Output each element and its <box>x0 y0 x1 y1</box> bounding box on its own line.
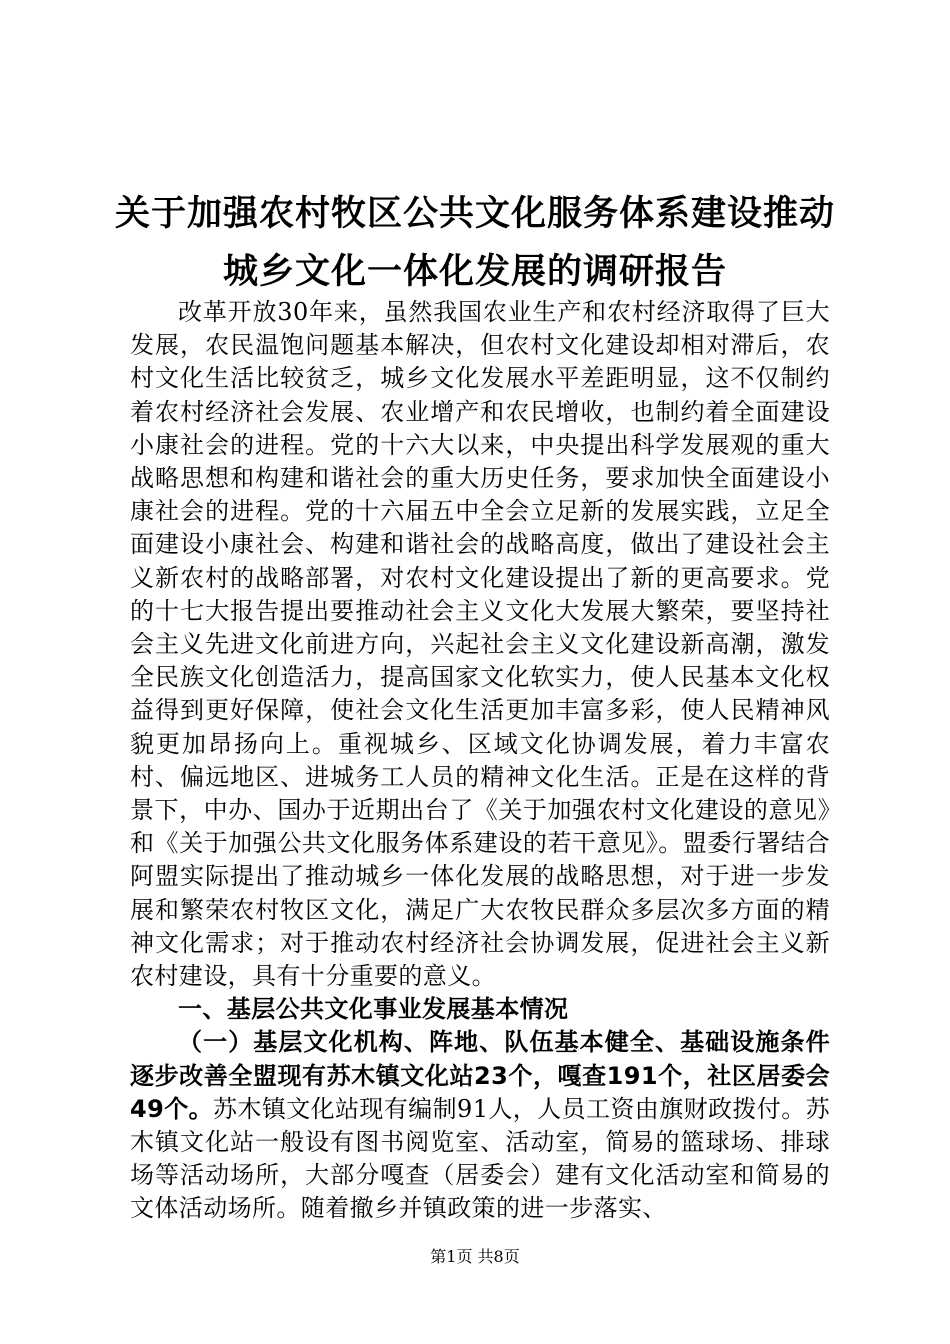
document-title-line-1: 关于加强农村牧区公共文化服务体系建设推动 <box>114 194 835 234</box>
document-body <box>130 296 830 1226</box>
document-title-line-2: 城乡文化一体化发展的调研报告 <box>222 252 727 292</box>
subsection-text-1: 苏木镇文化站现有编制91人，人员工资由旗财政拨付。苏木镇文化站一般设有图书阅览室、活动室，简易的篮球场、排球场等活动场所，大部分嘎查（居委会）建有文化活动室和简易的文体活动场所。随着撤乡并镇政策的进一步落实、 <box>130 1094 831 1223</box>
section-heading-1: 一、基层公共文化事业发展基本情况 <box>178 995 569 1024</box>
intro-paragraph: 改革开放30年来，虽然我国农业生产和农村经济取得了巨大发展，农民温饱问题基本解决，但农村文化建设却相对滞后，农村文化生活比较贫乏，城乡文化发展水平差距明显，这不仅制约着农村经济社会发展、农业增产和农民增收，也制约着全面建设小康社会的进程。党的十六大以来，中央提出科学发展观的重大战略思想和构建和谐社会的重大历史任务，要求加快全面建设小康社会的进程。党的十六届五中全会立足新的发展实践，立足全面建设小康社会、构建和谐社会的战略高度，做出了建设社会主义新农村的战略部署，对农村文化建设提出了新的更高要求。党的十七大报告提出要推动社会主义文化大发展大繁荣，要坚持社会主义先进文化前进方向，兴起社会主义文化建设新高潮，激发全民族文化创造活力，提高国家文化软实力，使人民基本文化权益得到更好保障，使社会文化生活更加丰富多彩，使人民精神风貌更加昂扬向上。重视城乡、区域文化协调发展，着力丰富农村、偏远地区、进城务工人员的精神文化生活。正是在这样的背景下，中办、国办于近期出台了《关于加强农村文化建设的意见》和《关于加强公共文化服务体系建设的若干意见》。盟委行署结合阿盟实际提出了推动城乡一体化发展的战略思想，对于进一步发展和繁荣农村牧区文化，满足广大农牧民群众多层次多方面的精神文化需求；对于推动农村经济社会协调发展，促进社会主义新农村建设，具有十分重要的意义。 <box>130 298 830 991</box>
subsection-paragraph-1 <box>130 1026 830 1225</box>
page-footer: 第1页 共8页 <box>430 1247 520 1266</box>
subsection-heading-1: （一）基层文化机构、阵地、队伍基本健全、基础设施条件逐步改善全盟现有苏木镇文化站23个，嘎查191个，社区居委会49个。 <box>130 1028 830 1123</box>
